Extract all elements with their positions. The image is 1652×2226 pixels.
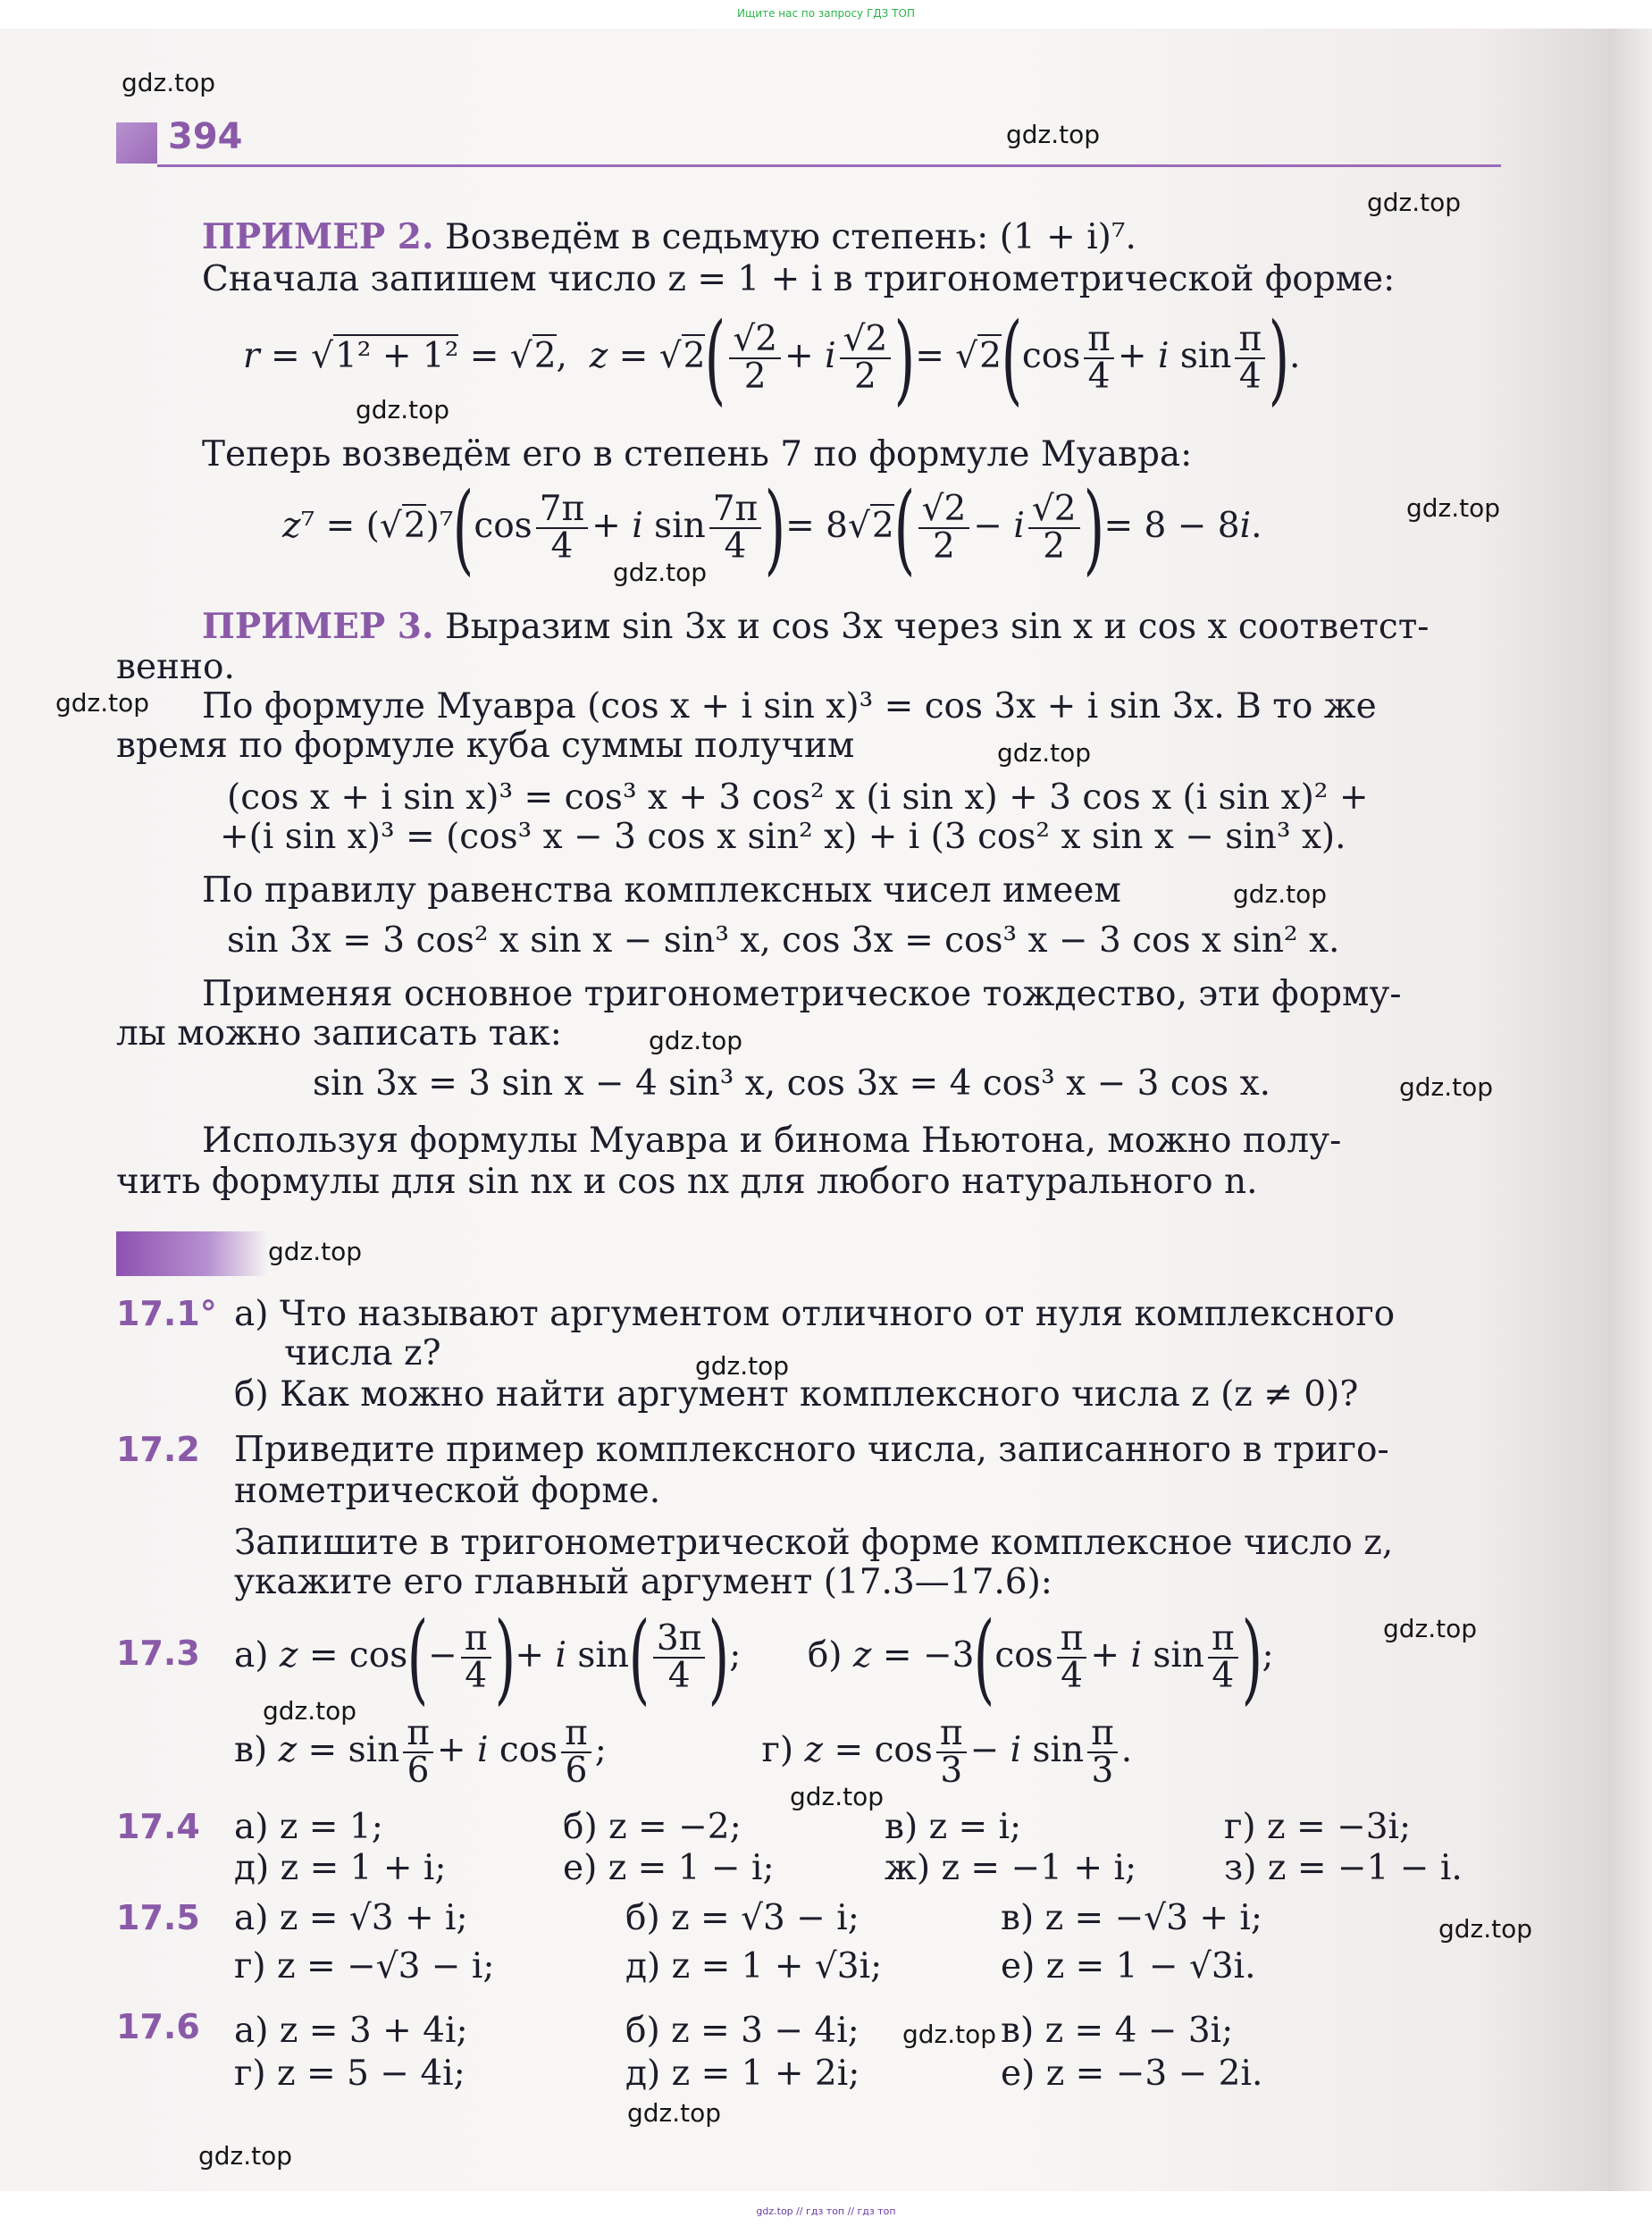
example2-label: ПРИМЕР 2. [202, 216, 434, 257]
header-rule [157, 164, 1501, 167]
exercise-17-4-item-h: з) z = −1 − i. [1224, 1848, 1463, 1888]
exercise-17-4-item-e: д) z = 1 + i; [234, 1848, 447, 1888]
example2-line1 [202, 216, 1136, 258]
example3-line1 [202, 606, 1429, 648]
exercise-17-1-a: а) Что называют аргументом отличного от нуля комплексного [234, 1294, 1396, 1334]
watermark: gdz.top [122, 68, 216, 97]
exercise-17-1-number: 17.1° [116, 1294, 217, 1333]
watermark: gdz.top [627, 2098, 722, 2128]
book-spine [1608, 29, 1652, 2191]
exercise-17-2-line1: Приведите пример комплексного числа, записанного в триго- [234, 1430, 1389, 1470]
exercise-17-6-item-f: е) z = −3 − 2i. [1001, 2054, 1263, 2094]
example3-line3: По формуле Муавра (cos x + i sin x)³ = cos 3x + i sin 3x. В то же [202, 686, 1377, 727]
exercise-17-4-item-c: в) z = i; [885, 1807, 1022, 1847]
example3-line8: Используя формулы Муавра и бинома Ньютона, можно полу- [202, 1121, 1342, 1161]
exercise-17-5-item-a: а) z = √3 + i; [234, 1898, 468, 1938]
example2-text: Возведём в седьмую степень: (1 + i)⁷. [444, 217, 1136, 257]
exercise-17-5-item-d: г) z = −√3 − i; [234, 1946, 495, 1987]
example2-line2: Сначала запишем число z = 1 + i в тригонометрической форме: [202, 259, 1396, 299]
watermark: gdz.top [268, 1237, 363, 1266]
exercise-17-3-row1: а) z = cos(− $\frac{\pi}{4}$ )+ i sin( $\frac{3\pi}{4}$ ); б) z = −3(cos $\frac{\pi}{4}$ + i sin $\frac{\pi}{4}$ ); [234, 1600, 1274, 1715]
watermark: gdz.top [1399, 1072, 1494, 1102]
example3-line9: чить формулы для sin nx и cos nx для любого натурального n. [116, 1162, 1258, 1202]
bottom-banner: gdz.top // гдз топ // гдз топ [756, 2205, 896, 2217]
exercise-17-6-number: 17.6 [116, 2007, 200, 2046]
example3-formula2: +(i sin x)³ = (cos³ x − 3 cos x sin² x) + i (3 cos² x sin x − sin³ x). [220, 817, 1346, 857]
exercise-17-3-row2: в) z = sin $\frac{\pi}{6}$ + i cos $\frac{\pi}{6}$ ; г) z = cos $\frac{\pi}{3}$ − i sin $\frac{\pi}{3}$ . [234, 1713, 1133, 1791]
exercise-17-6-item-a: а) z = 3 + 4i; [234, 2011, 468, 2051]
exercise-17-5-item-f: е) z = 1 − √3i. [1001, 1946, 1256, 1987]
exercise-17-5-item-c: в) z = −√3 + i; [1001, 1898, 1263, 1938]
watermark: gdz.top [1438, 1914, 1533, 1944]
exercises-marker [116, 1231, 268, 1276]
exercise-17-2-line2: нометрической форме. [234, 1471, 661, 1511]
exercise-17-5-item-b: б) z = √3 − i; [625, 1898, 860, 1938]
watermark: gdz.top [55, 688, 150, 718]
top-banner: Ищите нас по запросу ГДЗ ТОП [737, 7, 915, 20]
watermark: gdz.top [695, 1351, 790, 1381]
watermark: gdz.top [1233, 879, 1328, 909]
example3-line4: время по формуле куба суммы получим [116, 726, 855, 766]
exercises-intro-line2: укажите его главный аргумент (17.3—17.6): [234, 1562, 1052, 1602]
example3-formula4: sin 3x = 3 sin x − 4 sin³ x, cos 3x = 4 cos³ x − 3 cos x. [313, 1063, 1270, 1104]
exercises-intro-line1: Запишите в тригонометрической форме комплексное число z, [234, 1523, 1394, 1563]
exercise-17-4-item-f: е) z = 1 − i; [563, 1848, 775, 1888]
example3-line6: Применяя основное тригонометрическое тождество, эти форму- [202, 974, 1402, 1014]
exercise-17-4-item-d: г) z = −3i; [1224, 1807, 1412, 1847]
example3-formula3: sin 3x = 3 cos² x sin x − sin³ x, cos 3x = cos³ x − 3 cos x sin² x. [227, 920, 1340, 961]
exercise-17-6-item-b: б) z = 3 − 4i; [625, 2011, 860, 2051]
exercise-17-3-number: 17.3 [116, 1634, 200, 1673]
page-number: 394 [168, 116, 243, 157]
watermark: gdz.top [649, 1026, 743, 1055]
exercise-17-6-item-d: г) z = 5 − 4i; [234, 2054, 465, 2094]
example3-formula1: (cos x + i sin x)³ = cos³ x + 3 cos² x (i sin x) + 3 cos x (i sin x)² + [227, 777, 1369, 818]
header-marker [116, 122, 157, 164]
exercise-17-4-item-b: б) z = −2; [563, 1807, 742, 1847]
watermark: gdz.top [198, 2141, 293, 2171]
exercise-17-1-a-cont: числа z? [284, 1333, 441, 1373]
watermark: gdz.top [997, 738, 1092, 768]
watermark: gdz.top [1367, 188, 1462, 217]
watermark: gdz.top [1006, 120, 1101, 149]
watermark: gdz.top [902, 2020, 997, 2049]
exercise-17-5-number: 17.5 [116, 1898, 200, 1937]
exercise-17-6-item-c: в) z = 4 − 3i; [1001, 2011, 1234, 2051]
example3-text: Выразим sin 3x и cos 3x через sin x и cos x соответст- [444, 607, 1430, 647]
exercise-17-2-number: 17.2 [116, 1430, 200, 1469]
example3-line5: По правилу равенства комплексных чисел имеем [202, 870, 1121, 911]
watermark: gdz.top [1406, 493, 1501, 523]
formula-r: r = √1² + 1² = √2, z = √2( $\frac{√2}{2}$ + i $\frac{√2}{2}$ )= √2(cos $\frac{\pi}{4}$ + i sin $\frac{\pi}{4}$ ). [243, 301, 1301, 416]
watermark: gdz.top [263, 1696, 357, 1726]
exercise-17-5-item-e: д) z = 1 + √3i; [625, 1946, 883, 1987]
watermark: gdz.top [1383, 1614, 1478, 1643]
exercise-17-6-item-e: д) z = 1 + 2i; [625, 2054, 860, 2094]
watermark: gdz.top [356, 395, 450, 424]
exercise-17-4-item-a: а) z = 1; [234, 1807, 383, 1847]
example3-label: ПРИМЕР 3. [202, 606, 434, 647]
exercise-17-4-item-g: ж) z = −1 + i; [885, 1848, 1137, 1888]
watermark: gdz.top [613, 558, 708, 587]
example3-line2: венно. [116, 647, 235, 687]
example2-line3: Теперь возведём его в степень 7 по формуле Муавра: [202, 434, 1193, 475]
watermark: gdz.top [790, 1782, 885, 1811]
formula-z7: z⁷ = (√2)⁷(cos $\frac{7\pi}{4}$ + i sin $\frac{7\pi}{4}$ )= 8√2( $\frac{√2}{2}$ − i $\frac{√2}{2}$ )= 8 − 8i. [282, 471, 1262, 585]
example3-line7: лы можно записать так: [116, 1013, 562, 1054]
exercise-17-1-b: б) Как можно найти аргумент комплексного числа z (z ≠ 0)? [234, 1374, 1359, 1415]
exercise-17-4-number: 17.4 [116, 1807, 200, 1846]
